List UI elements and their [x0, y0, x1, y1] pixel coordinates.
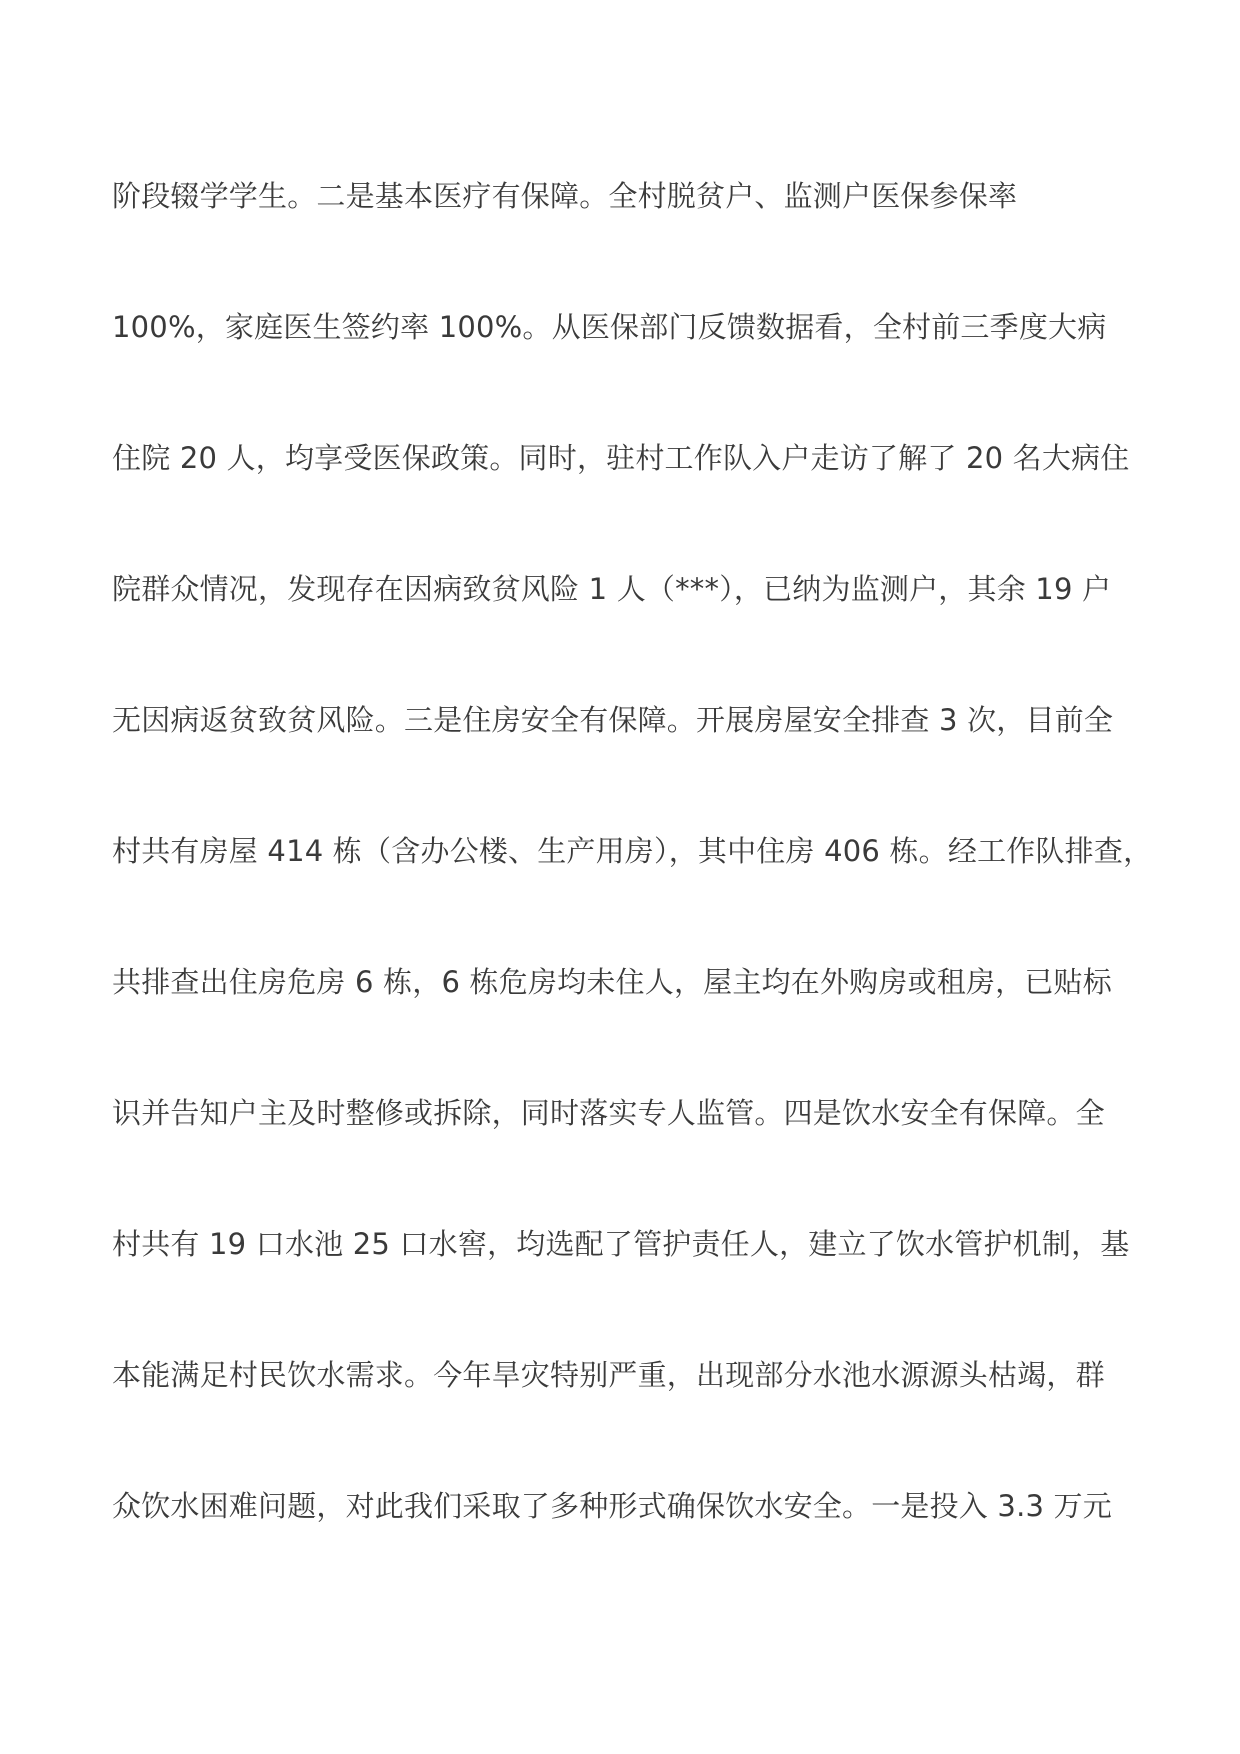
text-line: 识并告知户主及时整修或拆除，同时落实专人监管。四是饮水安全有保障。全 — [112, 1096, 1105, 1130]
text-line: 众饮水困难问题，对此我们采取了多种形式确保饮水安全。一是投入 3.3 万元 — [112, 1489, 1112, 1523]
text-line: 100%，家庭医生签约率 100%。从医保部门反馈数据看，全村前三季度大病 — [112, 310, 1107, 344]
text-line: 住院 20 人，均享受医保政策。同时，驻村工作队入户走访了解了 20 名大病住 — [112, 441, 1130, 475]
body-text — [112, 160, 1162, 1601]
text-line: 院群众情况，发现存在因病致贫风险 1 人（***），已纳为监测户，其余 19 户 — [112, 572, 1112, 606]
text-line: 村共有 19 口水池 25 口水窖，均选配了管护责任人，建立了饮水管护机制，基 — [112, 1227, 1130, 1261]
text-line: 共排查出住房危房 6 栋，6 栋危房均未住人，屋主均在外购房或租房，已贴标 — [112, 965, 1112, 999]
text-line: 无因病返贫致贫风险。三是住房安全有保障。开展房屋安全排查 3 次，目前全 — [112, 703, 1114, 737]
text-line: 本能满足村民饮水需求。今年旱灾特别严重，出现部分水池水源源头枯竭，群 — [112, 1358, 1105, 1392]
text-line: 阶段辍学学生。二是基本医疗有保障。全村脱贫户、监测户医保参保率 — [112, 179, 1018, 213]
text-line: 村共有房屋 414 栋（含办公楼、生产用房），其中住房 406 栋。经工作队排查， — [112, 834, 1153, 868]
